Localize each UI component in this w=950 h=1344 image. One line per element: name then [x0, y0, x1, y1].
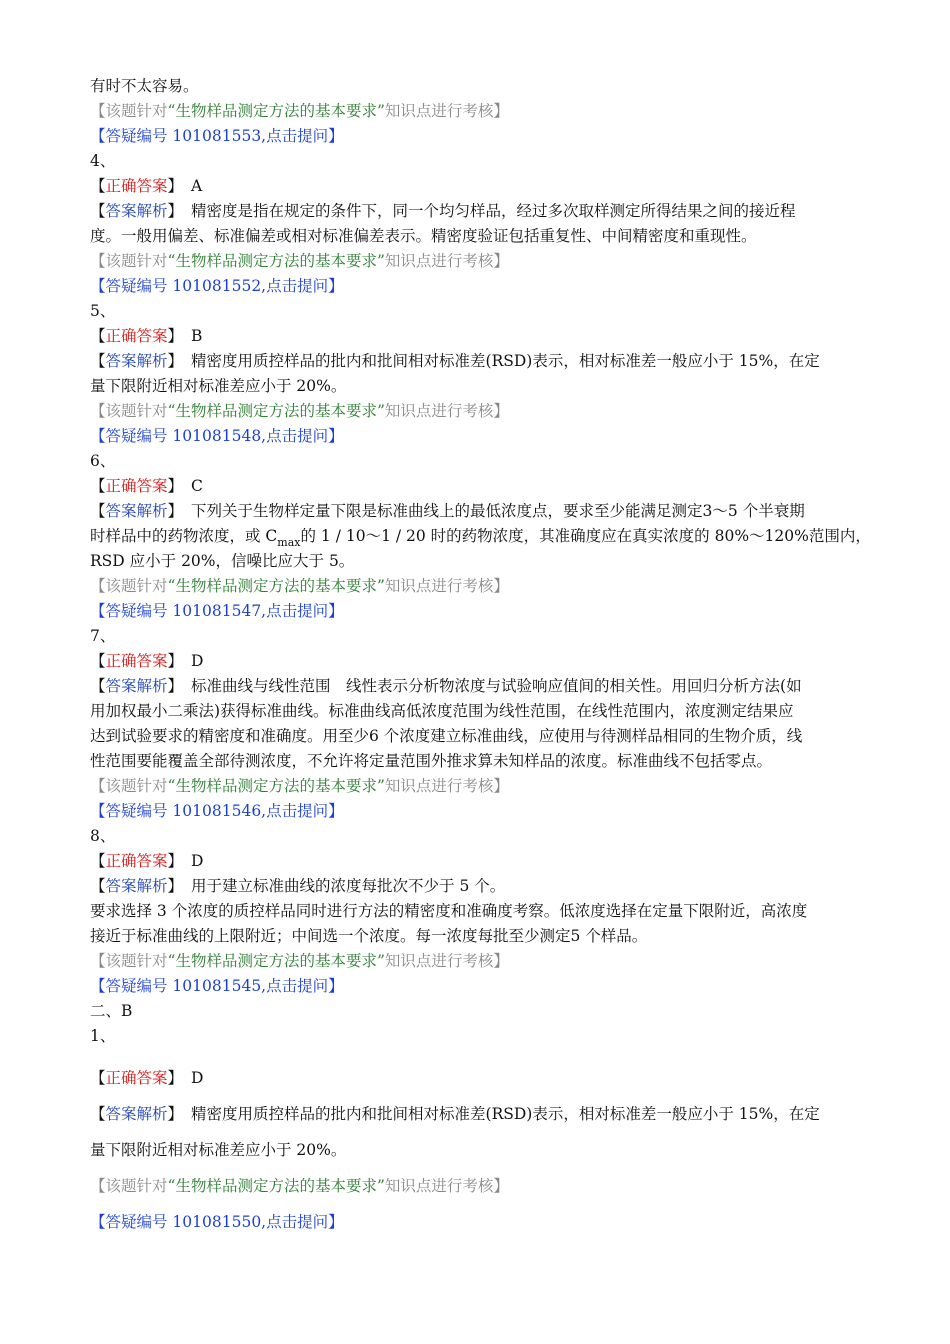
answer-value: D	[191, 1069, 204, 1087]
question-number: 6、	[90, 452, 116, 470]
analysis-text: 量下限附近相对标准差应小于 20%。	[90, 1141, 347, 1159]
question-number: 7、	[90, 627, 116, 645]
analysis-row: 【答案解析】 下列关于生物样定量下限是标准曲线上的最低浓度点，要求至少能满足测定3～5 个半衰期	[90, 502, 805, 520]
knowledge-point-note: 【该题针对“生物样品测定方法的基本要求”知识点进行考核】	[90, 952, 509, 970]
qa-link[interactable]: 【答疑编号 101081547,点击提问】	[90, 602, 344, 620]
analysis-text: 用加权最小二乘法)获得标准曲线。标准曲线高低浓度范围为线性范围，在线性范围内，浓度测定结果应	[90, 702, 794, 720]
analysis-row: 【答案解析】 精密度用质控样品的批内和批间相对标准差(RSD)表示，相对标准差一般应小于 15%，在定	[90, 1105, 820, 1123]
knowledge-point-note: 【该题针对“生物样品测定方法的基本要求”知识点进行考核】	[90, 577, 509, 595]
analysis-text: RSD 应小于 20%，信噪比应大于 5。	[90, 552, 355, 570]
document-page	[90, 74, 871, 1240]
correct-answer-row: 【正确答案】 B	[90, 327, 203, 345]
qa-link[interactable]: 【答疑编号 101081553,点击提问】	[90, 127, 344, 145]
correct-answer-row: 【正确答案】 A	[90, 177, 203, 195]
correct-answer-row: 【正确答案】 D	[90, 652, 204, 670]
analysis-text: 度。一般用偏差、标准偏差或相对标准偏差表示。精密度验证包括重复性、中间精密度和重现性。	[90, 227, 757, 245]
knowledge-point-note: 【该题针对“生物样品测定方法的基本要求”知识点进行考核】	[90, 102, 509, 120]
qa-link[interactable]: 【答疑编号 101081548,点击提问】	[90, 427, 344, 445]
question-number: 1、	[90, 1027, 116, 1045]
analysis-row: 【答案解析】 标准曲线与线性范围 线性表示分析物浓度与试验响应值间的相关性。用回归分析方法(如	[90, 677, 802, 695]
qa-link[interactable]: 【答疑编号 101081545,点击提问】	[90, 977, 344, 995]
analysis-text: 达到试验要求的精密度和准确度。用至少6 个浓度建立标准曲线，应使用与待测样品相同的生物介质，线	[90, 727, 803, 745]
knowledge-point-note: 【该题针对“生物样品测定方法的基本要求”知识点进行考核】	[90, 1177, 509, 1195]
answer-value: B	[191, 327, 203, 345]
correct-answer-row: 【正确答案】 C	[90, 477, 203, 495]
subscript-max: max	[277, 536, 301, 549]
qa-link[interactable]: 【答疑编号 101081552,点击提问】	[90, 277, 344, 295]
question-number: 5、	[90, 302, 116, 320]
section-heading: 二、B	[90, 1002, 133, 1020]
analysis-text: 量下限附近相对标准差应小于 20%。	[90, 377, 347, 395]
analysis-row: 【答案解析】 用于建立标准曲线的浓度每批次不少于 5 个。	[90, 877, 506, 895]
correct-answer-row: 【正确答案】 D	[90, 852, 204, 870]
analysis-text: 要求选择 3 个浓度的质控样品同时进行方法的精密度和准确度考察。低浓度选择在定量下限附近，高浓度	[90, 902, 808, 920]
question-number: 8、	[90, 827, 116, 845]
knowledge-point-note: 【该题针对“生物样品测定方法的基本要求”知识点进行考核】	[90, 252, 509, 270]
answer-value: A	[191, 177, 203, 195]
answer-value: D	[191, 652, 204, 670]
analysis-row: 【答案解析】 精密度用质控样品的批内和批间相对标准差(RSD)表示，相对标准差一般应小于 15%，在定	[90, 352, 820, 370]
analysis-text: 接近于标准曲线的上限附近；中间选一个浓度。每一浓度每批至少测定5 个样品。	[90, 927, 648, 945]
qa-link[interactable]: 【答疑编号 101081550,点击提问】	[90, 1213, 344, 1231]
knowledge-point-note: 【该题针对“生物样品测定方法的基本要求”知识点进行考核】	[90, 402, 509, 420]
analysis-row: 【答案解析】 精密度是指在规定的条件下，同一个均匀样品，经过多次取样测定所得结果之间的接近程	[90, 202, 796, 220]
question-number: 4、	[90, 152, 116, 170]
answer-value: D	[191, 852, 204, 870]
correct-answer-row: 【正确答案】 D	[90, 1069, 204, 1087]
knowledge-point-note: 【该题针对“生物样品测定方法的基本要求”知识点进行考核】	[90, 777, 509, 795]
qa-link[interactable]: 【答疑编号 101081546,点击提问】	[90, 802, 344, 820]
analysis-text: 时样品中的药物浓度，或 $C_{max}$的 1 / 10～1 / 20 时的药物浓度，其准确度应在真实浓度的 80%～120%范围内，	[90, 527, 871, 549]
answer-value: C	[191, 477, 203, 495]
analysis-text: 性范围要能覆盖全部待测浓度，不允许将定量范围外推求算未知样品的浓度。标准曲线不包括零点。	[90, 752, 773, 770]
intro-tail-text: 有时不太容易。	[90, 77, 199, 95]
